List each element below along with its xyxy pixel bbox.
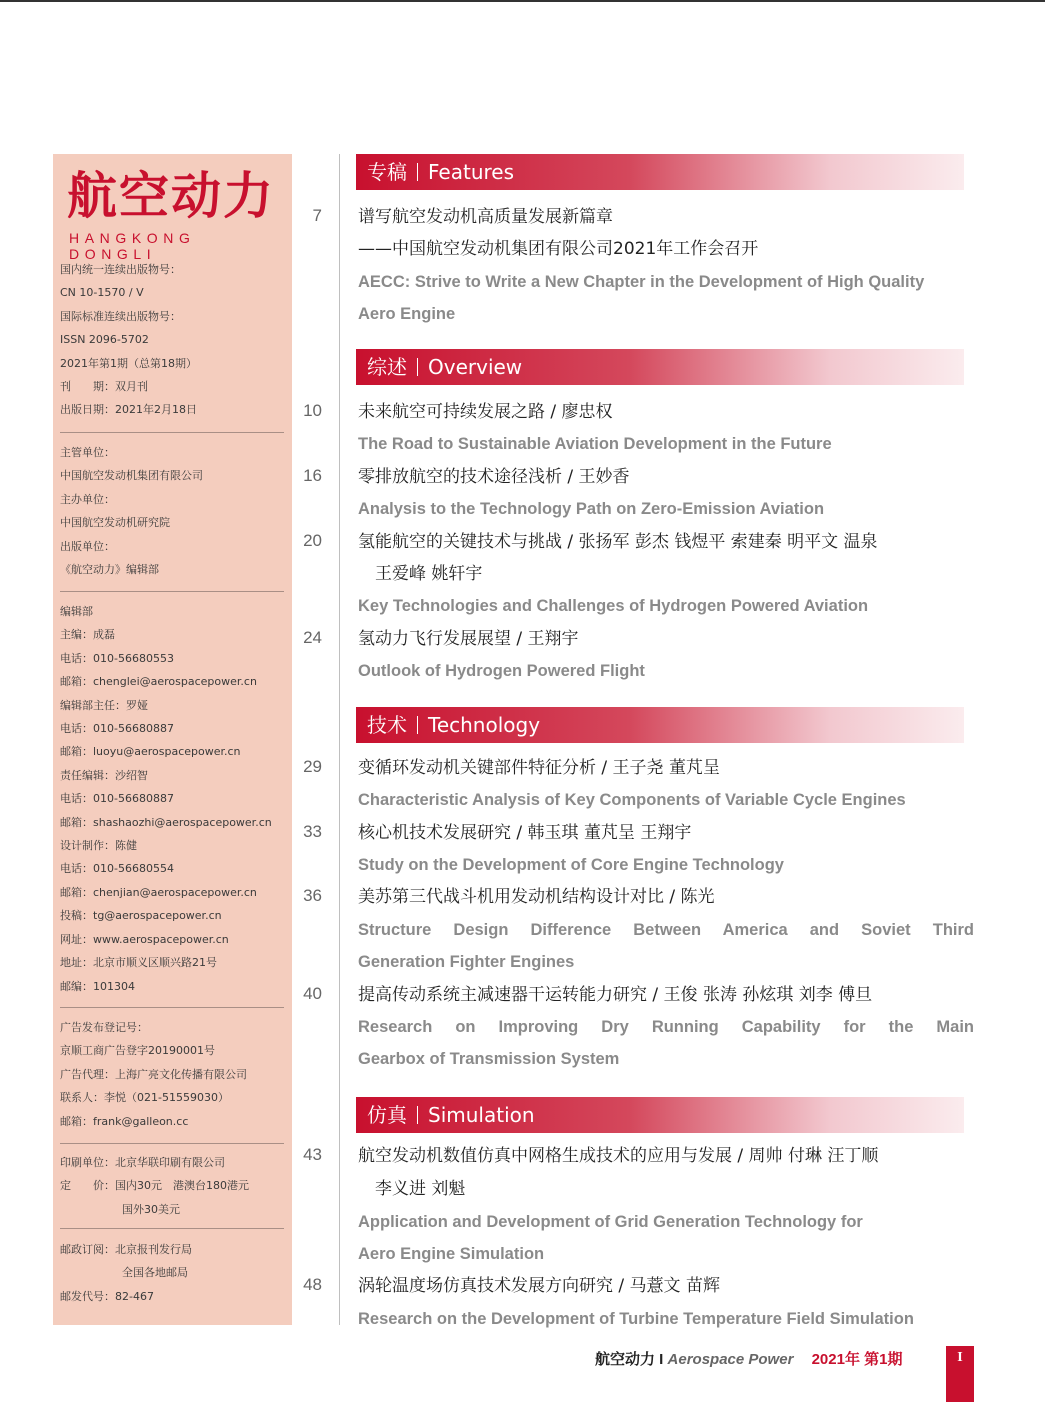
section-header-overview (356, 349, 964, 385)
section-title-en: Technology (428, 713, 541, 737)
footer-page-number: I (957, 1350, 963, 1365)
advertising-info (60, 1016, 284, 1133)
info-line: 编辑部 (60, 605, 93, 618)
info-line: 广告代理：上海广亮文化传播有限公司 (60, 1067, 247, 1081)
page-number: 16 (303, 466, 322, 485)
info-line: 邮发代号：82-467 (60, 1289, 154, 1303)
info-line: 主管单位： (60, 446, 115, 459)
article-title-en: The Road to Sustainable Aviation Development in the Future (358, 435, 832, 453)
sidebar-divider (60, 591, 284, 592)
journal-logo-pinyin: HANGKONG DONGLI (69, 230, 196, 262)
sidebar-divider (60, 1007, 284, 1008)
info-line: 刊 期：双月刊 (60, 380, 148, 394)
article-title-en: Aero Engine (358, 305, 456, 323)
info-line: 设计制作：陈健 (60, 839, 137, 853)
info-line: 邮编：101304 (60, 979, 135, 993)
article-title-en: Gearbox of Transmission System (358, 1050, 620, 1068)
info-line: 中国航空发动机研究院 (60, 516, 170, 530)
info-line: 邮箱：chenglei@aerospacepower.cn (60, 675, 257, 689)
page-number: 48 (303, 1275, 322, 1294)
info-line: 主编：成磊 (60, 628, 115, 642)
info-line: 网址：www.aerospacepower.cn (60, 932, 229, 946)
info-line: 印刷单位：北京华联印刷有限公司 (60, 1156, 225, 1169)
info-line: 邮箱：chenjian@aerospacepower.cn (60, 885, 257, 899)
footer-issue: 2021年 第1期 (811, 1351, 903, 1368)
info-line: 邮箱：luoyu@aerospacepower.cn (60, 745, 241, 759)
page-number: 43 (303, 1145, 322, 1164)
info-line: 国际标准连续出版物号： (60, 309, 181, 323)
article-subtitle-cn: ——中国航空发动机集团有限公司2021年工作会召开 (358, 239, 759, 259)
info-line: 国外30美元 (122, 1202, 180, 1216)
article-title-cn[interactable]: 航空发动机数值仿真中网格生成技术的应用与发展 / 周帅 付琳 汪丁顺 (358, 1146, 879, 1166)
info-line: 邮箱：shashaozhi@aerospacepower.cn (60, 815, 272, 829)
info-line: 广告发布登记号： (60, 1021, 148, 1034)
info-line: 电话：010-56680887 (60, 722, 174, 736)
section-title-cn: 专稿 (367, 160, 407, 184)
article-title-cn[interactable]: 氢动力飞行发展展望 / 王翔宇 (358, 629, 579, 649)
info-line: 京顺工商广告登字20190001号 (60, 1044, 215, 1058)
page-footer (595, 1348, 902, 1369)
info-line: 投稿：tg@aerospacepower.cn (60, 909, 222, 923)
section-title-cn: 仿真 (367, 1103, 407, 1127)
info-line: 编辑部主任：罗娅 (60, 698, 148, 712)
section-title-en: Simulation (428, 1103, 535, 1127)
article-title-cn[interactable]: 涡轮温度场仿真技术发展方向研究 / 马薏文 苗辉 (358, 1276, 720, 1296)
organization-info (60, 441, 284, 581)
article-title-en: Analysis to the Technology Path on Zero-Emission Aviation (358, 500, 825, 518)
info-line: 邮箱：frank@galleon.cc (60, 1114, 189, 1128)
info-line: 出版单位： (60, 539, 115, 553)
top-rule (0, 0, 1045, 2)
sidebar-divider (60, 1228, 284, 1229)
section-header-simulation (356, 1097, 964, 1133)
article-title-en: Research on Improving Dry Running Capability for the Main (358, 1018, 974, 1036)
section-title-en: Features (428, 160, 514, 184)
article-title-en: Structure Design Difference Between America and Soviet Third (358, 921, 974, 939)
article-title-en: Application and Development of Grid Generation Technology for (358, 1213, 863, 1231)
section-separator (417, 1106, 418, 1124)
page-number: 29 (303, 757, 322, 776)
info-line: CN 10-1570 / V (60, 286, 144, 300)
info-line: 出版日期：2021年2月18日 (60, 403, 197, 417)
article-title-en: Key Technologies and Challenges of Hydrogen Powered Aviation (358, 597, 869, 615)
article-title-en: Research on the Development of Turbine Temperature Field Simulation (358, 1310, 914, 1328)
info-line: 地址：北京市顺义区顺兴路21号 (60, 956, 217, 970)
footer-brand: 航空动力 I (595, 1351, 664, 1368)
section-separator (417, 716, 418, 734)
info-line: 电话：010-56680887 (60, 792, 174, 806)
article-title-en: AECC: Strive to Write a New Chapter in the Development of High Quality (358, 273, 925, 291)
page-number: 40 (303, 984, 322, 1003)
page-number-tab (946, 1346, 974, 1402)
column-divider (339, 154, 340, 1325)
editorial-contacts (60, 600, 284, 998)
article-title-cn[interactable]: 零排放航空的技术途径浅析 / 王妙香 (358, 467, 630, 487)
article-title-en: Study on the Development of Core Engine Technology (358, 856, 784, 874)
article-authors-cont: 李义进 刘魁 (375, 1179, 466, 1199)
section-separator (417, 163, 418, 181)
article-title-en: Aero Engine Simulation (358, 1245, 545, 1263)
article-title-cn[interactable]: 变循环发动机关键部件特征分析 / 王子尧 董芃呈 (358, 758, 720, 778)
page-number: 10 (303, 401, 322, 420)
article-title-cn[interactable]: 提高传动系统主减速器干运转能力研究 / 王俊 张涛 孙炫琪 刘李 傅旦 (358, 985, 873, 1005)
page-number: 20 (303, 531, 322, 550)
journal-logo: 航空动力 (67, 167, 275, 225)
publication-info (60, 258, 284, 422)
section-header-technology (356, 707, 964, 743)
info-line: 联系人：李悦（021-51559030） (60, 1091, 229, 1105)
info-line: 2021年第1期（总第18期） (60, 356, 197, 370)
info-line: 《航空动力》编辑部 (60, 563, 159, 577)
article-title-en: Characteristic Analysis of Key Components of Variable Cycle Engines (358, 791, 906, 809)
page-number: 7 (312, 206, 322, 225)
info-line: 国内统一连续出版物号： (60, 263, 181, 276)
section-header-features (356, 154, 964, 190)
page-number: 36 (303, 886, 322, 905)
footer-journal-en: Aerospace Power (667, 1351, 794, 1368)
article-title-en: Generation Fighter Engines (358, 953, 575, 971)
info-line: 电话：010-56680554 (60, 862, 174, 876)
section-title-en: Overview (428, 355, 523, 379)
page-number: 33 (303, 822, 322, 841)
page-number: 24 (303, 628, 322, 647)
article-authors-cont: 王爱峰 姚轩宇 (375, 564, 483, 584)
article-title-cn[interactable]: 未来航空可持续发展之路 / 廖忠权 (358, 402, 613, 422)
sidebar-divider (60, 1143, 284, 1144)
article-title-cn[interactable]: 美苏第三代战斗机用发动机结构设计对比 / 陈光 (358, 887, 715, 907)
article-title-cn[interactable]: 谱写航空发动机高质量发展新篇章 (358, 207, 613, 227)
info-line: ISSN 2096-5702 (60, 333, 149, 347)
section-separator (417, 358, 418, 376)
sidebar-divider (60, 432, 284, 433)
section-title-cn: 综述 (367, 355, 407, 379)
masthead-sidebar (53, 154, 292, 1325)
info-line: 中国航空发动机集团有限公司 (60, 469, 203, 483)
article-title-en: Outlook of Hydrogen Powered Flight (358, 662, 645, 680)
printing-info (60, 1151, 284, 1221)
info-line: 全国各地邮局 (122, 1266, 188, 1280)
article-title-cn[interactable]: 氢能航空的关键技术与挑战 / 张扬军 彭杰 钱煜平 索建秦 明平文 温泉 (358, 532, 878, 552)
info-line: 主办单位： (60, 492, 115, 506)
info-line: 电话：010-56680553 (60, 651, 174, 665)
section-title-cn: 技术 (367, 713, 407, 737)
info-line: 定 价：国内30元 港澳台180港元 (60, 1179, 249, 1193)
info-line: 责任编辑：沙绍智 (60, 768, 148, 782)
info-line: 邮政订阅：北京报刊发行局 (60, 1243, 192, 1256)
subscription-info (60, 1238, 284, 1308)
article-title-cn[interactable]: 核心机技术发展研究 / 韩玉琪 董芃呈 王翔宇 (358, 823, 692, 843)
